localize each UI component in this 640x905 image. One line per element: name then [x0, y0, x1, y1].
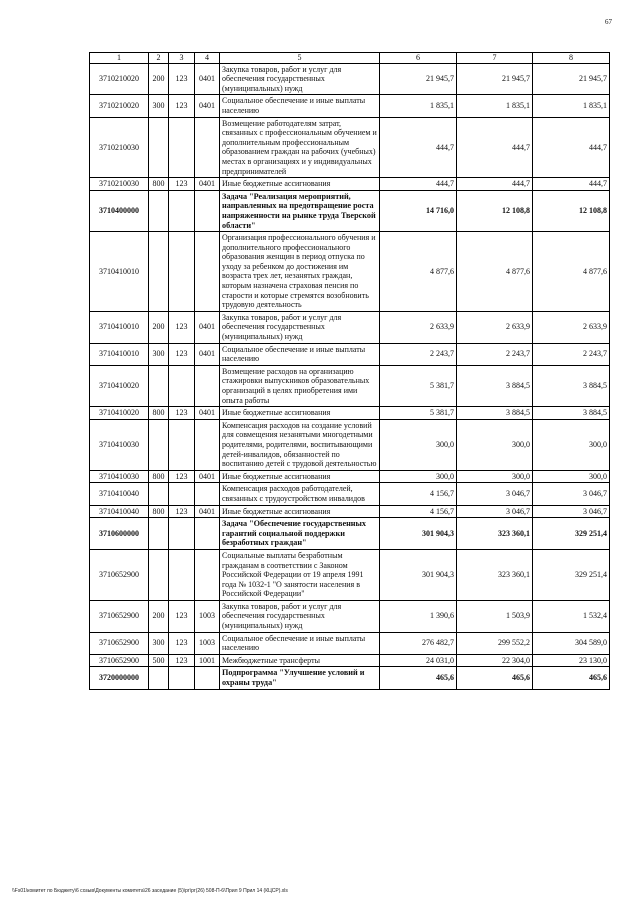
cell-col-2: 300 [149, 632, 169, 654]
header-col-7: 7 [457, 53, 533, 64]
cell-col-2 [149, 419, 169, 470]
cell-value-7: 2 243,7 [457, 343, 533, 365]
cell-value-7: 22 304,0 [457, 654, 533, 667]
table-row [90, 483, 610, 505]
table-row [90, 632, 610, 654]
cell-value-6: 21 945,7 [380, 63, 457, 95]
cell-value-6: 4 156,7 [380, 505, 457, 518]
cell-col-3: 123 [169, 95, 195, 117]
table-row [90, 63, 610, 95]
cell-col-4 [195, 483, 220, 505]
cell-code: 3710210030 [90, 178, 149, 191]
cell-description: Межбюджетные трансферты [220, 654, 380, 667]
cell-description: Возмещение работодателям затрат, связанных с профессиональным обучением и дополнительным профессиональным образованием граждан на рабочих (учебных) местах в организациях и у индивидуальных предпринимателей [220, 117, 380, 178]
cell-col-3: 123 [169, 343, 195, 365]
table-row [90, 190, 610, 231]
table-row [90, 419, 610, 470]
cell-code: 3710410040 [90, 505, 149, 518]
cell-value-7: 444,7 [457, 178, 533, 191]
cell-value-8: 1 532,4 [533, 600, 610, 632]
cell-value-6: 1 835,1 [380, 95, 457, 117]
cell-col-3 [169, 190, 195, 231]
cell-value-6: 5 381,7 [380, 365, 457, 406]
cell-value-6: 24 031,0 [380, 654, 457, 667]
cell-code: 3710410020 [90, 365, 149, 406]
cell-col-3 [169, 365, 195, 406]
cell-description: Закупка товаров, работ и услуг для обеспечения государственных (муниципальных) нужд [220, 63, 380, 95]
cell-value-7: 3 046,7 [457, 505, 533, 518]
cell-value-8: 3 046,7 [533, 505, 610, 518]
cell-col-4: 0401 [195, 505, 220, 518]
table-row [90, 549, 610, 600]
cell-value-6: 301 904,3 [380, 549, 457, 600]
cell-code: 3720000000 [90, 667, 149, 689]
cell-col-4: 1001 [195, 654, 220, 667]
cell-col-2: 200 [149, 600, 169, 632]
cell-value-6: 5 381,7 [380, 407, 457, 420]
cell-code: 3710410020 [90, 407, 149, 420]
cell-value-6: 4 877,6 [380, 232, 457, 312]
cell-col-4: 0401 [195, 470, 220, 483]
cell-description: Компенсация расходов на создание условий для совмещения незанятыми многодетными родителями, родителями, воспитывающими детей-инвалидов, обязанностей по воспитанию детей с трудовой деятельностью [220, 419, 380, 470]
cell-value-7: 3 046,7 [457, 483, 533, 505]
cell-col-3 [169, 518, 195, 550]
cell-value-8: 300,0 [533, 470, 610, 483]
cell-col-4 [195, 117, 220, 178]
table-row [90, 311, 610, 343]
cell-col-3: 123 [169, 600, 195, 632]
cell-value-7: 21 945,7 [457, 63, 533, 95]
cell-col-4: 0401 [195, 178, 220, 191]
cell-col-3: 123 [169, 470, 195, 483]
cell-value-8: 21 945,7 [533, 63, 610, 95]
table-row [90, 407, 610, 420]
cell-value-8: 2 243,7 [533, 343, 610, 365]
table-row [90, 654, 610, 667]
cell-col-2 [149, 365, 169, 406]
cell-col-3 [169, 232, 195, 312]
table-row [90, 178, 610, 191]
cell-col-4 [195, 232, 220, 312]
table-row [90, 518, 610, 550]
cell-code: 3710210020 [90, 63, 149, 95]
cell-value-7: 465,6 [457, 667, 533, 689]
cell-col-4 [195, 419, 220, 470]
header-col-3: 3 [169, 53, 195, 64]
cell-description: Компенсация расходов работодателей, связанных с трудоустройством инвалидов [220, 483, 380, 505]
cell-col-3: 123 [169, 63, 195, 95]
cell-col-2: 800 [149, 505, 169, 518]
cell-value-8: 23 130,0 [533, 654, 610, 667]
page-number: 67 [605, 18, 612, 26]
cell-code: 3710210020 [90, 95, 149, 117]
cell-value-7: 444,7 [457, 117, 533, 178]
cell-value-6: 300,0 [380, 419, 457, 470]
cell-value-6: 14 716,0 [380, 190, 457, 231]
table-row [90, 365, 610, 406]
cell-col-2 [149, 667, 169, 689]
cell-col-3 [169, 483, 195, 505]
cell-code: 3710600000 [90, 518, 149, 550]
cell-value-7: 323 360,1 [457, 518, 533, 550]
cell-col-4: 0401 [195, 63, 220, 95]
table-row [90, 505, 610, 518]
cell-description: Иные бюджетные ассигнования [220, 178, 380, 191]
cell-code: 3710410040 [90, 483, 149, 505]
cell-col-3 [169, 117, 195, 178]
cell-value-8: 4 877,6 [533, 232, 610, 312]
cell-col-4 [195, 667, 220, 689]
cell-col-4 [195, 190, 220, 231]
cell-description: Задача "Реализация мероприятий, направленных на предотвращение роста напряженности на рынке труда Тверской области" [220, 190, 380, 231]
table-row [90, 600, 610, 632]
cell-col-3 [169, 419, 195, 470]
cell-value-8: 465,6 [533, 667, 610, 689]
cell-col-3 [169, 667, 195, 689]
cell-value-8: 3 884,5 [533, 407, 610, 420]
cell-description: Социальное обеспечение и иные выплаты населению [220, 632, 380, 654]
cell-col-3: 123 [169, 311, 195, 343]
header-col-8: 8 [533, 53, 610, 64]
table-row [90, 232, 610, 312]
cell-col-4: 0401 [195, 95, 220, 117]
cell-code: 3710410010 [90, 343, 149, 365]
cell-col-3: 123 [169, 178, 195, 191]
cell-col-2 [149, 190, 169, 231]
cell-col-4: 1003 [195, 600, 220, 632]
cell-col-2: 800 [149, 178, 169, 191]
cell-description: Иные бюджетные ассигнования [220, 407, 380, 420]
cell-value-6: 2 633,9 [380, 311, 457, 343]
budget-table [89, 52, 610, 690]
cell-description: Закупка товаров, работ и услуг для обеспечения государственных (муниципальных) нужд [220, 311, 380, 343]
file-path-footer: \\Fs01\комитет по Бюджету\6 созыв\Документы комитета\26 заседание (5)\рг\рг(26) 508-П-6\Прил 9 Прил 14 (КЦСР).xls [12, 888, 288, 894]
cell-value-8: 1 835,1 [533, 95, 610, 117]
cell-col-3: 123 [169, 505, 195, 518]
cell-value-7: 3 884,5 [457, 365, 533, 406]
cell-col-2 [149, 117, 169, 178]
cell-description: Подпрограмма "Улучшение условий и охраны труда" [220, 667, 380, 689]
cell-value-7: 12 108,8 [457, 190, 533, 231]
cell-value-6: 1 390,6 [380, 600, 457, 632]
cell-col-2 [149, 483, 169, 505]
cell-description: Закупка товаров, работ и услуг для обеспечения государственных (муниципальных) нужд [220, 600, 380, 632]
cell-value-8: 2 633,9 [533, 311, 610, 343]
cell-value-6: 276 482,7 [380, 632, 457, 654]
cell-value-6: 2 243,7 [380, 343, 457, 365]
cell-value-7: 300,0 [457, 419, 533, 470]
cell-code: 3710410030 [90, 470, 149, 483]
cell-code: 3710210030 [90, 117, 149, 178]
cell-col-2: 200 [149, 63, 169, 95]
cell-col-2: 500 [149, 654, 169, 667]
cell-col-2 [149, 232, 169, 312]
cell-code: 3710410010 [90, 311, 149, 343]
table-row [90, 667, 610, 689]
cell-col-4: 0401 [195, 343, 220, 365]
cell-description: Иные бюджетные ассигнования [220, 505, 380, 518]
cell-col-4: 1003 [195, 632, 220, 654]
table-row [90, 117, 610, 178]
table-body [90, 63, 610, 689]
cell-value-8: 12 108,8 [533, 190, 610, 231]
cell-code: 3710400000 [90, 190, 149, 231]
cell-code: 3710410010 [90, 232, 149, 312]
cell-value-8: 329 251,4 [533, 518, 610, 550]
cell-description: Социальное обеспечение и иные выплаты населению [220, 343, 380, 365]
cell-col-3 [169, 549, 195, 600]
cell-code: 3710652900 [90, 632, 149, 654]
cell-value-8: 3 046,7 [533, 483, 610, 505]
cell-description: Социальное обеспечение и иные выплаты населению [220, 95, 380, 117]
table-row [90, 343, 610, 365]
header-col-2: 2 [149, 53, 169, 64]
cell-col-4 [195, 549, 220, 600]
cell-value-7: 2 633,9 [457, 311, 533, 343]
cell-value-8: 444,7 [533, 117, 610, 178]
header-col-5: 5 [220, 53, 380, 64]
cell-value-6: 301 904,3 [380, 518, 457, 550]
cell-col-3: 123 [169, 654, 195, 667]
cell-value-6: 465,6 [380, 667, 457, 689]
cell-value-7: 299 552,2 [457, 632, 533, 654]
cell-description: Задача "Обеспечение государственных гарантий социальной поддержки безработных граждан" [220, 518, 380, 550]
cell-value-8: 3 884,5 [533, 365, 610, 406]
header-col-1: 1 [90, 53, 149, 64]
cell-description: Социальные выплаты безработным гражданам в соответствии с Законом Российской Федерации от 19 апреля 1991 года № 1032-1 "О занятости населения в Российской Федерации" [220, 549, 380, 600]
cell-value-8: 444,7 [533, 178, 610, 191]
table-row [90, 95, 610, 117]
header-col-6: 6 [380, 53, 457, 64]
cell-value-7: 3 884,5 [457, 407, 533, 420]
cell-col-2: 300 [149, 343, 169, 365]
cell-description: Возмещение расходов на организацию стажировки выпускников образовательных организаций в целях приобретения ими опыта работы [220, 365, 380, 406]
cell-col-2: 800 [149, 470, 169, 483]
cell-col-2: 800 [149, 407, 169, 420]
cell-value-7: 323 360,1 [457, 549, 533, 600]
cell-col-4: 0401 [195, 407, 220, 420]
cell-value-6: 444,7 [380, 117, 457, 178]
cell-col-2: 300 [149, 95, 169, 117]
cell-col-2: 200 [149, 311, 169, 343]
cell-description: Иные бюджетные ассигнования [220, 470, 380, 483]
cell-col-3: 123 [169, 407, 195, 420]
cell-col-4 [195, 518, 220, 550]
cell-col-2 [149, 518, 169, 550]
cell-value-6: 4 156,7 [380, 483, 457, 505]
cell-col-2 [149, 549, 169, 600]
cell-description: Организация профессионального обучения и дополнительного профессионального образования женщин в период отпуска по уходу за ребенком до достижения им возраста трех лет, незанятых граждан, которым назначена страховая пенсия по старости и которые стремятся возобновить трудовую деятельность [220, 232, 380, 312]
cell-code: 3710652900 [90, 600, 149, 632]
cell-value-6: 444,7 [380, 178, 457, 191]
cell-value-7: 4 877,6 [457, 232, 533, 312]
cell-value-7: 300,0 [457, 470, 533, 483]
cell-col-4: 0401 [195, 311, 220, 343]
cell-code: 3710652900 [90, 549, 149, 600]
cell-col-4 [195, 365, 220, 406]
cell-value-7: 1 835,1 [457, 95, 533, 117]
cell-value-8: 304 589,0 [533, 632, 610, 654]
header-col-4: 4 [195, 53, 220, 64]
table-row [90, 470, 610, 483]
cell-code: 3710652900 [90, 654, 149, 667]
cell-col-3: 123 [169, 632, 195, 654]
cell-value-8: 329 251,4 [533, 549, 610, 600]
cell-value-6: 300,0 [380, 470, 457, 483]
cell-code: 3710410030 [90, 419, 149, 470]
cell-value-8: 300,0 [533, 419, 610, 470]
header-row [90, 53, 610, 64]
cell-value-7: 1 503,9 [457, 600, 533, 632]
